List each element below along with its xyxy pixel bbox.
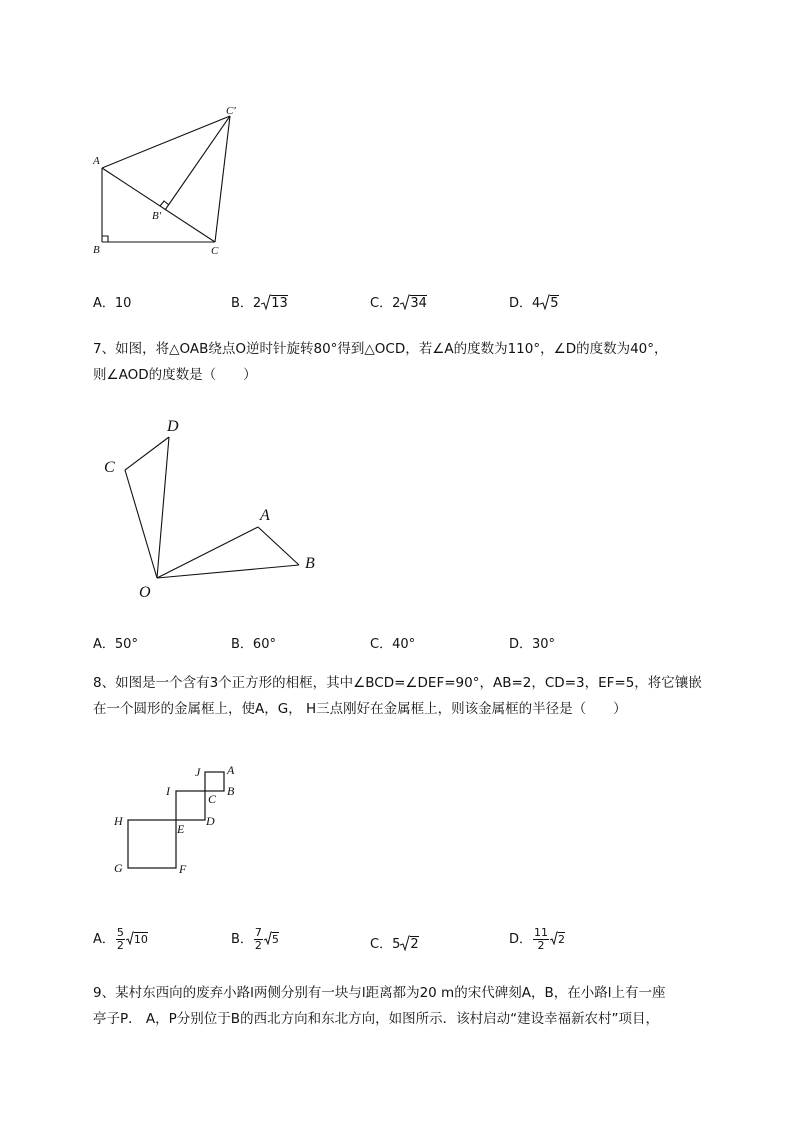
sqrt-symbol [400,294,410,314]
q7-option-c[interactable] [370,633,415,652]
q6-option-b[interactable] [231,292,288,314]
option-letter: A． [93,637,115,652]
option-value: 60° [252,637,276,652]
sqrt-symbol [264,931,272,949]
sqrt-symbol [400,935,410,955]
label-j: J [195,765,201,779]
fraction-denominator: 2 [254,939,262,952]
figure-2-geometry [95,410,335,610]
question-line: 则∠AOD的度数是（ ） [93,367,257,383]
sqrt-symbol [550,931,558,949]
fraction [116,927,125,952]
question-8 [93,670,733,722]
option-value: 10 [114,296,132,311]
option-coef: 2 [252,296,262,311]
sqrt-symbol [540,294,550,314]
option-radicand: 2 [558,933,566,946]
option-value: 30° [532,637,556,652]
q8-option-c[interactable] [370,933,419,955]
question-line: 7、如图，将△OAB绕点O逆时针旋转80°得到△OCD，若∠A的度数为110°，∠D的度数为40°， [93,341,668,357]
option-radicand: 5 [271,933,279,946]
option-radicand: 10 [133,933,148,946]
label-a: A [260,507,270,524]
label-b: B [305,555,315,572]
label-e: E [177,822,185,836]
question-line: 9、某村东西向的废弃小路l两侧分别有一块与l距离都为20 m的宋代碑刻A，B，在小路l上有一座 [93,985,666,1001]
option-letter: B． [231,637,253,652]
option-letter: C． [370,637,393,652]
label-o: O [139,584,151,601]
q7-option-a[interactable] [93,633,138,652]
question-line: 亭子P． A，P分别位于B的西北方向和东北方向，如图所示．该村启动“建设幸福新农村”项目， [93,1011,660,1027]
option-letter: B． [231,296,253,311]
option-radicand: 2 [410,937,419,952]
sqrt-symbol [261,294,271,314]
label-c-prime: C′ [226,105,236,117]
q6-option-a[interactable] [93,292,131,311]
option-coef: 2 [392,296,401,311]
label-d: D [206,814,215,828]
fraction [533,927,549,952]
label-c: C [104,459,115,476]
fraction-numerator: 11 [534,926,549,939]
q6-option-c[interactable] [370,292,427,314]
label-b: B [93,244,100,256]
question-9 [93,980,733,1032]
label-a: A [227,763,235,777]
q6-option-d[interactable] [509,292,559,314]
label-c: C [208,792,217,806]
question-7 [93,336,733,388]
option-letter: D． [509,932,533,947]
label-d: D [167,418,179,435]
option-coef: 5 [392,937,401,952]
label-c: C [211,245,219,257]
sqrt-symbol [126,931,134,949]
option-radicand: 13 [271,296,288,311]
label-h: H [114,814,123,828]
option-letter: C． [370,296,393,311]
figure-1-geometry [85,98,255,263]
fraction-denominator: 2 [537,939,545,952]
q8-option-b[interactable] [231,927,279,952]
option-radicand: 5 [550,296,559,311]
fraction-denominator: 2 [116,939,124,952]
label-b: B [227,784,235,798]
option-letter: D． [509,296,533,311]
label-b-prime: B′ [152,210,162,222]
fraction [254,927,263,952]
label-g: G [114,861,123,875]
option-letter: A． [93,296,115,311]
question-line: 8、如图是一个含有3个正方形的相框，其中∠BCD=∠DEF=90°，AB=2，CD=3，EF=5，将它镶嵌 [93,675,702,691]
fraction-numerator: 7 [254,926,262,939]
q8-option-a[interactable] [93,927,148,952]
label-f: F [179,862,187,876]
q7-option-b[interactable] [231,633,276,652]
option-letter: C． [370,937,393,952]
figure-3-squares [108,760,258,880]
label-i: I [166,784,170,798]
option-letter: A． [93,932,115,947]
q8-option-d[interactable] [509,927,565,952]
option-coef: 4 [532,296,541,311]
option-letter: B． [231,932,253,947]
option-radicand: 34 [410,296,427,311]
q7-option-d[interactable] [509,633,555,652]
option-letter: D． [509,637,533,652]
option-value: 50° [114,637,138,652]
label-a: A [93,155,100,167]
option-value: 40° [392,637,416,652]
question-line: 在一个圆形的金属框上，使A，G， H三点刚好在金属框上，则该金属框的半径是（ ） [93,701,627,717]
fraction-numerator: 5 [116,926,124,939]
